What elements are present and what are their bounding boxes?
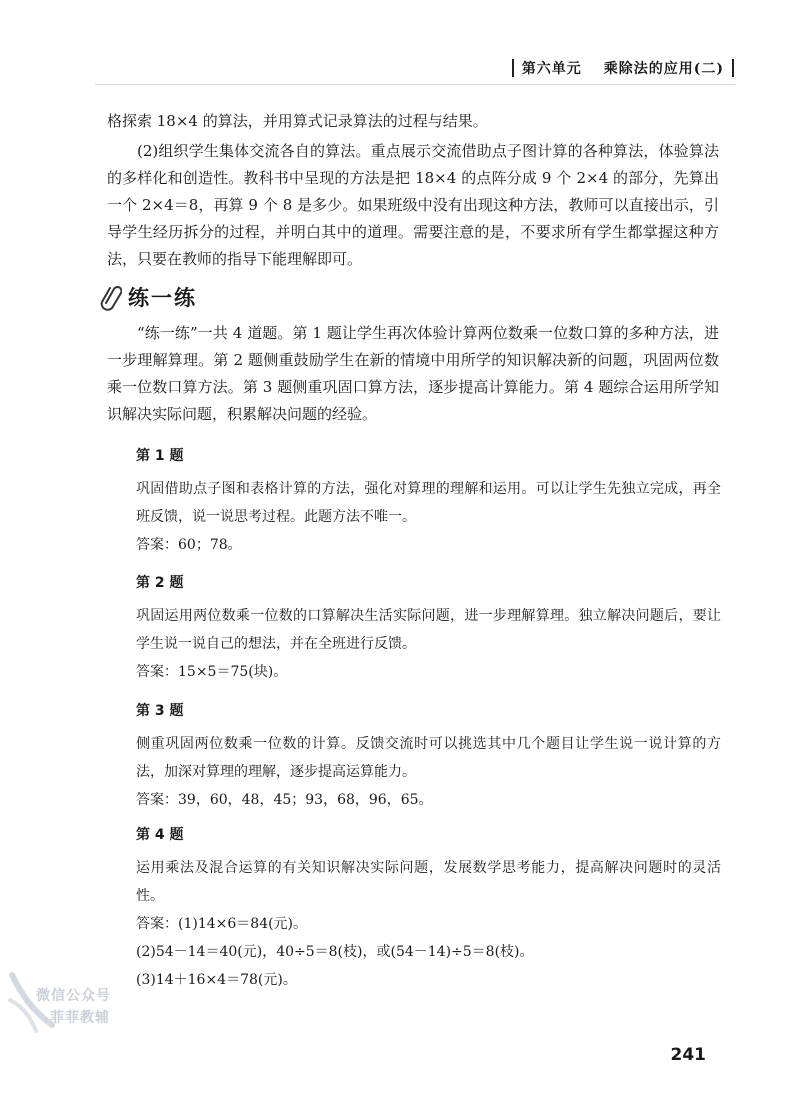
practice-paragraph: “练一练”一共 4 道题。第 1 题让学生再次体验计算两位数乘一位数口算的多种方法，进一步理解算理。第 2 题侧重鼓励学生在新的情境中用所学的知识解决新的问题，巩固两位数乘一位数口算方法。第 3 题侧重巩固口算方法，逐步提高计算能力。第 4 题综合运用所学知识解决实际问题，积累解决问题的经验。 bbox=[107, 324, 719, 423]
section-title: 练一练 bbox=[128, 286, 197, 310]
page-number: 241 bbox=[670, 1045, 706, 1065]
question-answer: 答案：15×5＝75(块)。 bbox=[136, 664, 288, 680]
question-answer-part2: (2)54－14＝40(元)，40÷5＝8(枝)，或(54－14)÷5＝8(枝)。 bbox=[136, 944, 534, 960]
question-body: 侧重巩固两位数乘一位数的计算。反馈交流时可以挑选其中几个题目让学生说一说计算的方法，加深对算理的理解，逐步提高运算能力。 bbox=[136, 736, 721, 780]
watermark bbox=[2, 965, 122, 1045]
chapter-topic: 乘除法的应用(二) bbox=[603, 61, 724, 77]
question-answer: 答案：(1)14×6＝84(元)。 bbox=[136, 916, 308, 932]
question-title: 第 1 题 bbox=[136, 448, 184, 464]
question-title: 第 3 题 bbox=[136, 703, 184, 719]
question-body: 运用乘法及混合运算的有关知识解决实际问题，发展数学思考能力，提高解决问题时的灵活性。 bbox=[136, 860, 721, 904]
running-header bbox=[512, 58, 734, 78]
question-title: 第 4 题 bbox=[136, 827, 184, 843]
practice-intro bbox=[107, 320, 719, 428]
question-body: 巩固借助点子图和表格计算的方法，强化对算理的理解和运用。可以让学生先独立完成，再全班反馈，说一说思考过程。此题方法不唯一。 bbox=[136, 481, 721, 525]
intro-paragraph: (2)组织学生集体交流各自的算法。重点展示交流借助点子图计算的各种算法，体验算法的多样化和创造性。教科书中呈现的方法是把 18×4 的点阵分成 9 个 2×4 的部分，先算出一个 2×4＝8，再算 9 个 8 是多少。如果班级中没有出现这种方法，教师可以直接出示，引导学生经历拆分的过程，并明白其中的道理。需要注意的是，不要求所有学生都掌握这种方法，只要在教师的指导下能理解即可。 bbox=[107, 142, 719, 268]
practice-heading bbox=[100, 282, 712, 312]
watermark-line-2: 菲菲教辅 bbox=[50, 1010, 110, 1026]
question-3 bbox=[136, 700, 721, 814]
question-answer: 答案：60；78。 bbox=[136, 537, 242, 553]
paperclip-icon bbox=[100, 283, 122, 311]
unit-label: 第六单元 bbox=[521, 61, 582, 77]
question-4 bbox=[136, 824, 721, 994]
header-divider bbox=[512, 59, 514, 77]
question-answer: 答案：39，60，48，45；93，68，96，65。 bbox=[136, 792, 433, 808]
header-rule bbox=[95, 84, 735, 85]
question-title: 第 2 题 bbox=[136, 575, 184, 591]
question-2 bbox=[136, 572, 721, 686]
question-answer-part3: (3)14＋16×4＝78(元)。 bbox=[136, 972, 297, 988]
header-divider bbox=[732, 59, 734, 77]
intro-section bbox=[107, 108, 719, 273]
intro-line: 格探索 18×4 的算法，并用算式记录算法的过程与结果。 bbox=[107, 112, 488, 130]
question-body: 巩固运用两位数乘一位数的口算解决生活实际问题，进一步理解算理。独立解决问题后，要让学生说一说自己的想法，并在全班进行反馈。 bbox=[136, 608, 721, 652]
watermark-line-1: 微信公众号 bbox=[36, 988, 111, 1004]
question-1 bbox=[136, 445, 721, 559]
